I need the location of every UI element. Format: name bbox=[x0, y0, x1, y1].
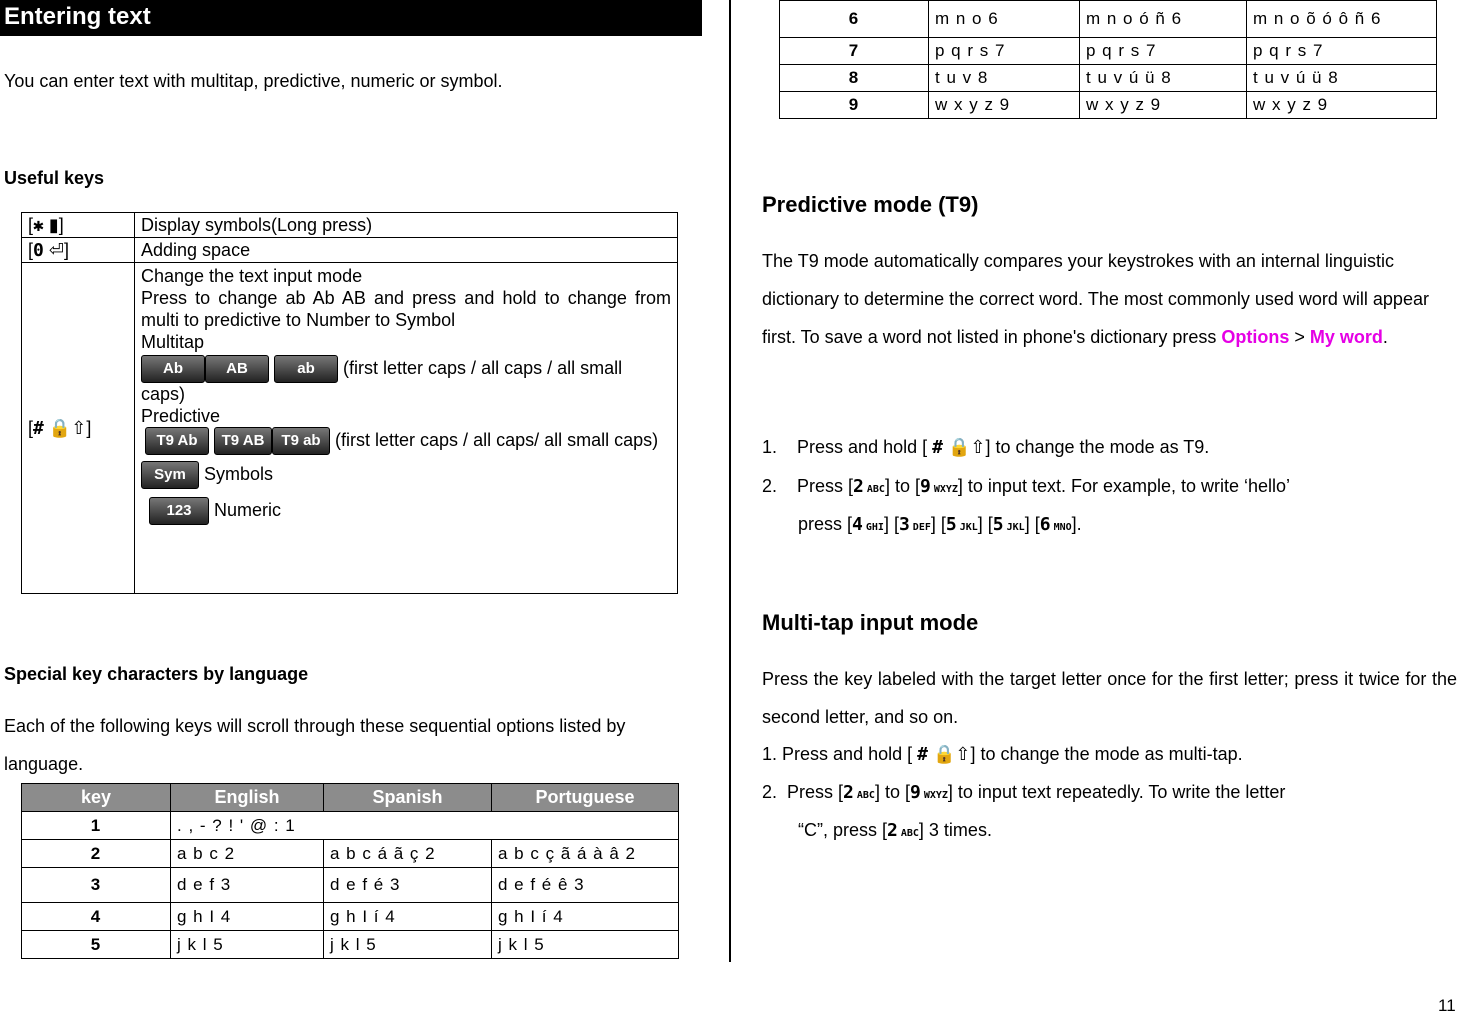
mode-line2: Press to change ab Ab AB and press and hold to change from multi to predictive to Number to Symbol bbox=[141, 288, 671, 330]
english-cell: p q r s 7 bbox=[929, 38, 1080, 65]
special-keys-intro: Each of the following keys will scroll through these sequential options listed by language. bbox=[4, 716, 626, 774]
menu-separator: > bbox=[1294, 327, 1305, 347]
portuguese-cell: d e f é ê 3 bbox=[492, 868, 679, 903]
star-key-icon: ✱ bbox=[33, 214, 44, 236]
key-5-icon: 5 JKL bbox=[992, 514, 1025, 535]
numeric-icon: 123 bbox=[149, 497, 209, 525]
numeric-label: Numeric bbox=[214, 499, 282, 520]
key-cell: 4 bbox=[22, 903, 171, 931]
key-cell: 6 bbox=[780, 1, 929, 38]
english-cell: w x y z 9 bbox=[929, 92, 1080, 119]
key-9-icon: 9 WXYZ bbox=[909, 782, 948, 803]
multitap-row bbox=[141, 355, 671, 405]
step-text: press bbox=[798, 514, 843, 534]
step-text: Press and hold [ bbox=[782, 744, 913, 764]
options-link: Options bbox=[1221, 327, 1290, 347]
step-text: “C”, press [ bbox=[798, 820, 888, 840]
mt-step-2 bbox=[762, 773, 1457, 815]
lock-shift-icon: 🔒⇧ bbox=[48, 417, 87, 438]
hash-key-cell: [# 🔒⇧] bbox=[22, 263, 135, 594]
list-number: 2. bbox=[762, 782, 778, 802]
col-english: English bbox=[171, 784, 324, 812]
hash-key-icon: # bbox=[917, 744, 928, 765]
zero-key-icon: 0 bbox=[33, 239, 44, 261]
multitap-label: Multitap bbox=[141, 332, 205, 352]
predictive-note: (first letter caps / all caps/ all small caps) bbox=[335, 429, 659, 450]
column-divider bbox=[729, 0, 731, 962]
hash-key-icon: # bbox=[33, 417, 44, 439]
spanish-cell: t u v ú ü 8 bbox=[1080, 65, 1247, 92]
predictive-row bbox=[141, 427, 671, 455]
table-row bbox=[22, 903, 679, 931]
section-title-bar bbox=[0, 0, 702, 36]
zero-key-desc: Adding space bbox=[135, 238, 678, 263]
numeric-row bbox=[141, 497, 671, 525]
step-text: ] to [ bbox=[874, 782, 910, 802]
predictive-paragraph bbox=[762, 242, 1452, 356]
useful-keys-heading: Useful keys bbox=[4, 168, 105, 188]
english-cell: g h I 4 bbox=[171, 903, 324, 931]
mt-step-2-line2 bbox=[798, 811, 992, 853]
special-keys-heading: Special key characters by language bbox=[4, 664, 309, 684]
step-text: ] to input text. For example, to write ‘hello’ bbox=[957, 476, 1291, 496]
key-9-icon: 9 WXYZ bbox=[919, 476, 958, 497]
list-number: 1. bbox=[762, 437, 778, 457]
english-cell: t u v 8 bbox=[929, 65, 1080, 92]
portuguese-cell: a b c ç ã á à â 2 bbox=[492, 840, 679, 868]
table-row bbox=[22, 931, 679, 959]
key-cell: 1 bbox=[22, 812, 171, 840]
portuguese-cell: t u v ú ü 8 bbox=[1247, 65, 1437, 92]
predictive-text: The T9 mode automatically compares your keystrokes with an internal linguistic dictionary to determine the correct word. The most commonly used word will appear first. To save a word not listed in phone's dictionary press bbox=[762, 251, 1429, 347]
t9-step-1 bbox=[762, 428, 1457, 467]
spanish-cell: p q r s 7 bbox=[1080, 38, 1247, 65]
table-row bbox=[780, 65, 1437, 92]
english-cell: j k l 5 bbox=[171, 931, 324, 959]
step-text: ] to [ bbox=[884, 476, 920, 496]
t9-all-caps-icon: T9 AB bbox=[214, 427, 272, 455]
page-number: 11 bbox=[1438, 996, 1456, 1015]
step-text: Press [ bbox=[787, 782, 844, 802]
key-6-icon: 6 MNO bbox=[1039, 514, 1072, 535]
period: . bbox=[1382, 327, 1388, 347]
table-row bbox=[780, 1, 1437, 38]
spanish-cell: g h I í 4 bbox=[324, 903, 492, 931]
step-text: ] to input text repeatedly. To write the letter bbox=[947, 782, 1286, 802]
hash-key-desc bbox=[135, 263, 678, 594]
key-3-icon: 3 DEF bbox=[898, 514, 931, 535]
english-cell: d e f 3 bbox=[171, 868, 324, 903]
language-table bbox=[21, 783, 679, 959]
mt-step-1 bbox=[762, 735, 1457, 774]
predictive-heading: Predictive mode (T9) bbox=[762, 192, 979, 217]
col-spanish: Spanish bbox=[324, 784, 492, 812]
spanish-cell: m n o ó ñ 6 bbox=[1080, 1, 1247, 38]
step-text: Press and hold [ bbox=[797, 437, 928, 457]
list-number: 2. bbox=[762, 476, 778, 496]
multitap-paragraph: Press the key labeled with the target letter once for the first letter; press it twice for the second letter, and so on. bbox=[762, 669, 1457, 727]
t9-small-caps-icon: T9 ab bbox=[272, 427, 330, 455]
step-text: ] to change the mode as multi-tap. bbox=[970, 744, 1243, 764]
all-caps-icon: AB bbox=[205, 355, 269, 383]
portuguese-cell: p q r s 7 bbox=[1247, 38, 1437, 65]
mode-line1: Change the text input mode bbox=[141, 266, 363, 286]
t9-step-2 bbox=[762, 467, 1457, 509]
useful-keys-table bbox=[21, 212, 678, 594]
symbols-label: Symbols bbox=[204, 463, 274, 484]
multitap-note: (first letter caps / all caps / all small caps) bbox=[141, 357, 623, 404]
t9-ab-caps-icon: T9 Ab bbox=[145, 427, 209, 455]
key-cell: 3 bbox=[22, 868, 171, 903]
key-cell: 2 bbox=[22, 840, 171, 868]
space-icon: ⏎ bbox=[48, 239, 64, 260]
sym-icon: Sym bbox=[141, 461, 199, 489]
col-key: key bbox=[22, 784, 171, 812]
symbols-row bbox=[141, 461, 671, 489]
lock-shift-icon: 🔒⇧ bbox=[932, 744, 971, 764]
star-key-cell: [✱ ▮] bbox=[22, 213, 135, 238]
english-cell: a b c 2 bbox=[171, 840, 324, 868]
ab-caps-icon: Ab bbox=[141, 355, 205, 383]
key-2-icon: 2 ABC bbox=[887, 820, 919, 841]
key-4-icon: 4 GHI bbox=[852, 514, 884, 535]
lock-shift-icon: 🔒⇧ bbox=[947, 437, 986, 457]
english-cell: m n o 6 bbox=[929, 1, 1080, 38]
key-5-icon: 5 JKL bbox=[945, 514, 978, 535]
table-row bbox=[780, 92, 1437, 119]
value-cell: . , - ? ! ' @ : 1 bbox=[171, 812, 679, 840]
step-text: ] 3 times. bbox=[918, 820, 992, 840]
key-2-icon: 2 ABC bbox=[843, 782, 875, 803]
multitap-heading: Multi-tap input mode bbox=[762, 610, 979, 635]
language-table-continued bbox=[779, 0, 1437, 119]
my-word-link: My word bbox=[1309, 327, 1383, 347]
table-row bbox=[22, 840, 679, 868]
table-row bbox=[22, 868, 679, 903]
spanish-cell: j k l 5 bbox=[324, 931, 492, 959]
key-cell: 7 bbox=[780, 38, 929, 65]
key-cell: 8 bbox=[780, 65, 929, 92]
star-key-desc: Display symbols(Long press) bbox=[135, 213, 678, 238]
predictive-label: Predictive bbox=[141, 406, 221, 426]
table-row bbox=[22, 812, 679, 840]
portuguese-cell: m n o õ ó ô ñ 6 bbox=[1247, 1, 1437, 38]
intro-text: You can enter text with multitap, predictive, numeric or symbol. bbox=[4, 71, 503, 91]
step-text: ] to change the mode as T9. bbox=[985, 437, 1210, 457]
table-row bbox=[780, 38, 1437, 65]
hash-key-icon: # bbox=[932, 437, 943, 458]
portuguese-cell: g h I í 4 bbox=[492, 903, 679, 931]
t9-step-2-line2: press [4 GHI] [3 DEF] [5 JKL] [5 JKL] [6 MNO]. bbox=[798, 505, 1082, 547]
zero-key-cell: [0 ⏎] bbox=[22, 238, 135, 263]
spanish-cell: a b c á ã ç 2 bbox=[324, 840, 492, 868]
step-text: Press [ bbox=[797, 476, 854, 496]
key-2-icon: 2 ABC bbox=[853, 476, 885, 497]
list-number: 1. bbox=[762, 744, 778, 764]
portuguese-cell: w x y z 9 bbox=[1247, 92, 1437, 119]
key-cell: 5 bbox=[22, 931, 171, 959]
small-caps-icon: ab bbox=[274, 355, 338, 383]
vibrate-icon: ▮ bbox=[48, 214, 59, 235]
portuguese-cell: j k l 5 bbox=[492, 931, 679, 959]
spanish-cell: w x y z 9 bbox=[1080, 92, 1247, 119]
col-portuguese: Portuguese bbox=[492, 784, 679, 812]
spanish-cell: d e f é 3 bbox=[324, 868, 492, 903]
key-cell: 9 bbox=[780, 92, 929, 119]
section-title: Entering text bbox=[4, 3, 151, 30]
